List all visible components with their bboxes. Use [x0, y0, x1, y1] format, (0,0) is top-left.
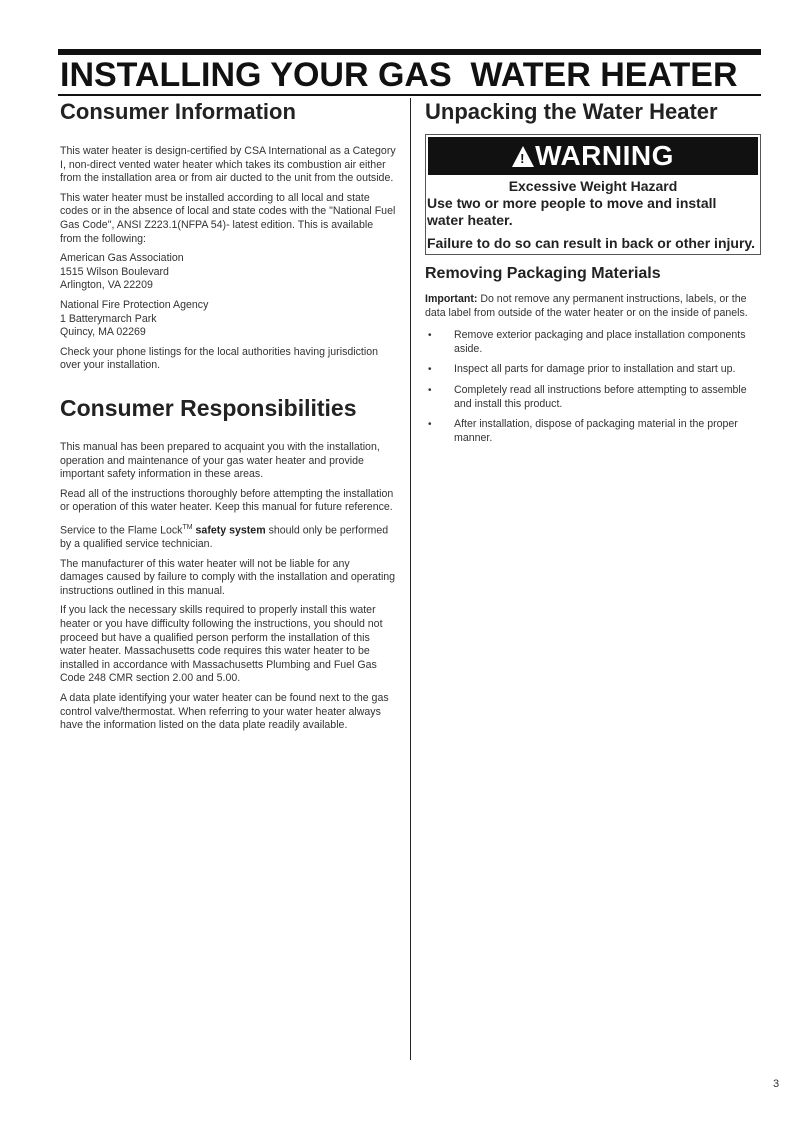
paragraph: This manual has been prepared to acquaint you with the installation, operation and maintenance of your gas water heater and provide important safety information in these areas.	[60, 440, 380, 481]
list-item-text: Inspect all parts for damage prior to installation and start up.	[454, 363, 736, 376]
list-item	[425, 363, 761, 377]
warning-box	[425, 134, 761, 255]
column-divider	[410, 98, 411, 1060]
text: Service to the Flame Lock	[60, 524, 183, 537]
page-title: INSTALLING YOUR GAS WATER HEATER	[60, 56, 738, 94]
paragraph: The manufacturer of this water heater will not be liable for any damages caused by failure to comply with the installation and operating instructions outlined in this manual.	[60, 557, 396, 597]
warning-triangle-icon: !	[512, 146, 534, 167]
address-line: 1515 Wilson Boulevard	[60, 265, 169, 278]
bullet-icon: •	[428, 330, 432, 342]
top-rule	[58, 49, 761, 55]
warning-band	[428, 137, 758, 175]
paragraph	[60, 521, 396, 552]
bold-text: safety system	[192, 524, 266, 537]
warning-text: Use two or more people to move and install water heater.	[427, 195, 725, 228]
page-number: 3	[773, 1078, 780, 1090]
address-line: Quincy, MA 02269	[60, 326, 146, 339]
unpacking-heading: Unpacking the Water Heater	[425, 99, 718, 124]
list-item-text: After installation, dispose of packaging material in the proper manner.	[454, 418, 738, 444]
warning-text: Failure to do so can result in back or other injury.	[427, 235, 756, 251]
text: should only be performed by a qualified service technician.	[60, 524, 389, 550]
consumer-responsibilities-heading: Consumer Responsibilities	[60, 394, 357, 421]
removing-packaging-heading: Removing Packaging Materials	[425, 265, 661, 282]
hazard-title: Excessive Weight Hazard	[508, 178, 678, 194]
list-item	[425, 418, 761, 445]
bullet-icon: •	[428, 364, 432, 376]
address-line: 1 Batterymarch Park	[60, 312, 157, 325]
bullet-list	[425, 329, 761, 445]
address-line: Arlington, VA 22209	[60, 279, 153, 292]
address-block	[60, 252, 396, 293]
paragraph: Read all of the instructions thoroughly before attempting the installation or operation of this water heater. Keep this manual for future reference.	[60, 487, 394, 514]
list-item-text: Remove exterior packaging and place installation components aside.	[454, 329, 746, 355]
paragraph: This water heater is design-certified by CSA International as a Category I, non-direct vented water heater which takes its combustion air either from the installation area or from air ducted to the unit from the outside.	[60, 145, 396, 185]
left-column	[60, 98, 396, 739]
bullet-icon: •	[428, 419, 432, 431]
address-line: National Fire Protection Agency	[60, 298, 209, 311]
bullet-icon: •	[428, 384, 432, 396]
right-column	[425, 98, 761, 452]
paragraph: Check your phone listings for the local authorities having jurisdiction over your installation.	[60, 345, 378, 372]
list-item	[425, 384, 761, 411]
paragraph: This water heater must be installed according to all local and state codes or in the absence of local and state codes with the "National Fuel Gas Code", ANSI Z223.1(NFPA 54)- latest edition. This is available from the following:	[60, 191, 396, 245]
trademark: TM	[182, 523, 193, 531]
consumer-information-heading: Consumer Information	[60, 99, 296, 124]
paragraph: A data plate identifying your water heater can be found next to the gas control valve/thermostat. When referring to your water heater always have the information listed on the data plate readily available.	[60, 691, 389, 732]
paragraph: If you lack the necessary skills required to properly install this water heater or you have difficulty following the instructions, you should not proceed but have a qualified person perform the installation of this water heater. Massachusetts code requires this water heater to be installed in accordance with Massachusetts Plumbing and Fuel Gas Code 248 CMR section 2.00 and 5.00.	[60, 604, 383, 685]
warning-label: WARNING	[535, 140, 674, 171]
text: Do not remove any permanent instructions, labels, or the data label from outside of the water heater or on the inside of panels.	[425, 293, 748, 319]
address-line: American Gas Association	[60, 252, 184, 265]
list-item-text: Completely read all instructions before attempting to assemble and install this product.	[454, 383, 747, 410]
list-item	[425, 329, 761, 356]
title-rule	[58, 94, 761, 96]
important-label: Important:	[425, 293, 478, 305]
address-block	[60, 299, 396, 340]
important-paragraph	[425, 293, 761, 320]
